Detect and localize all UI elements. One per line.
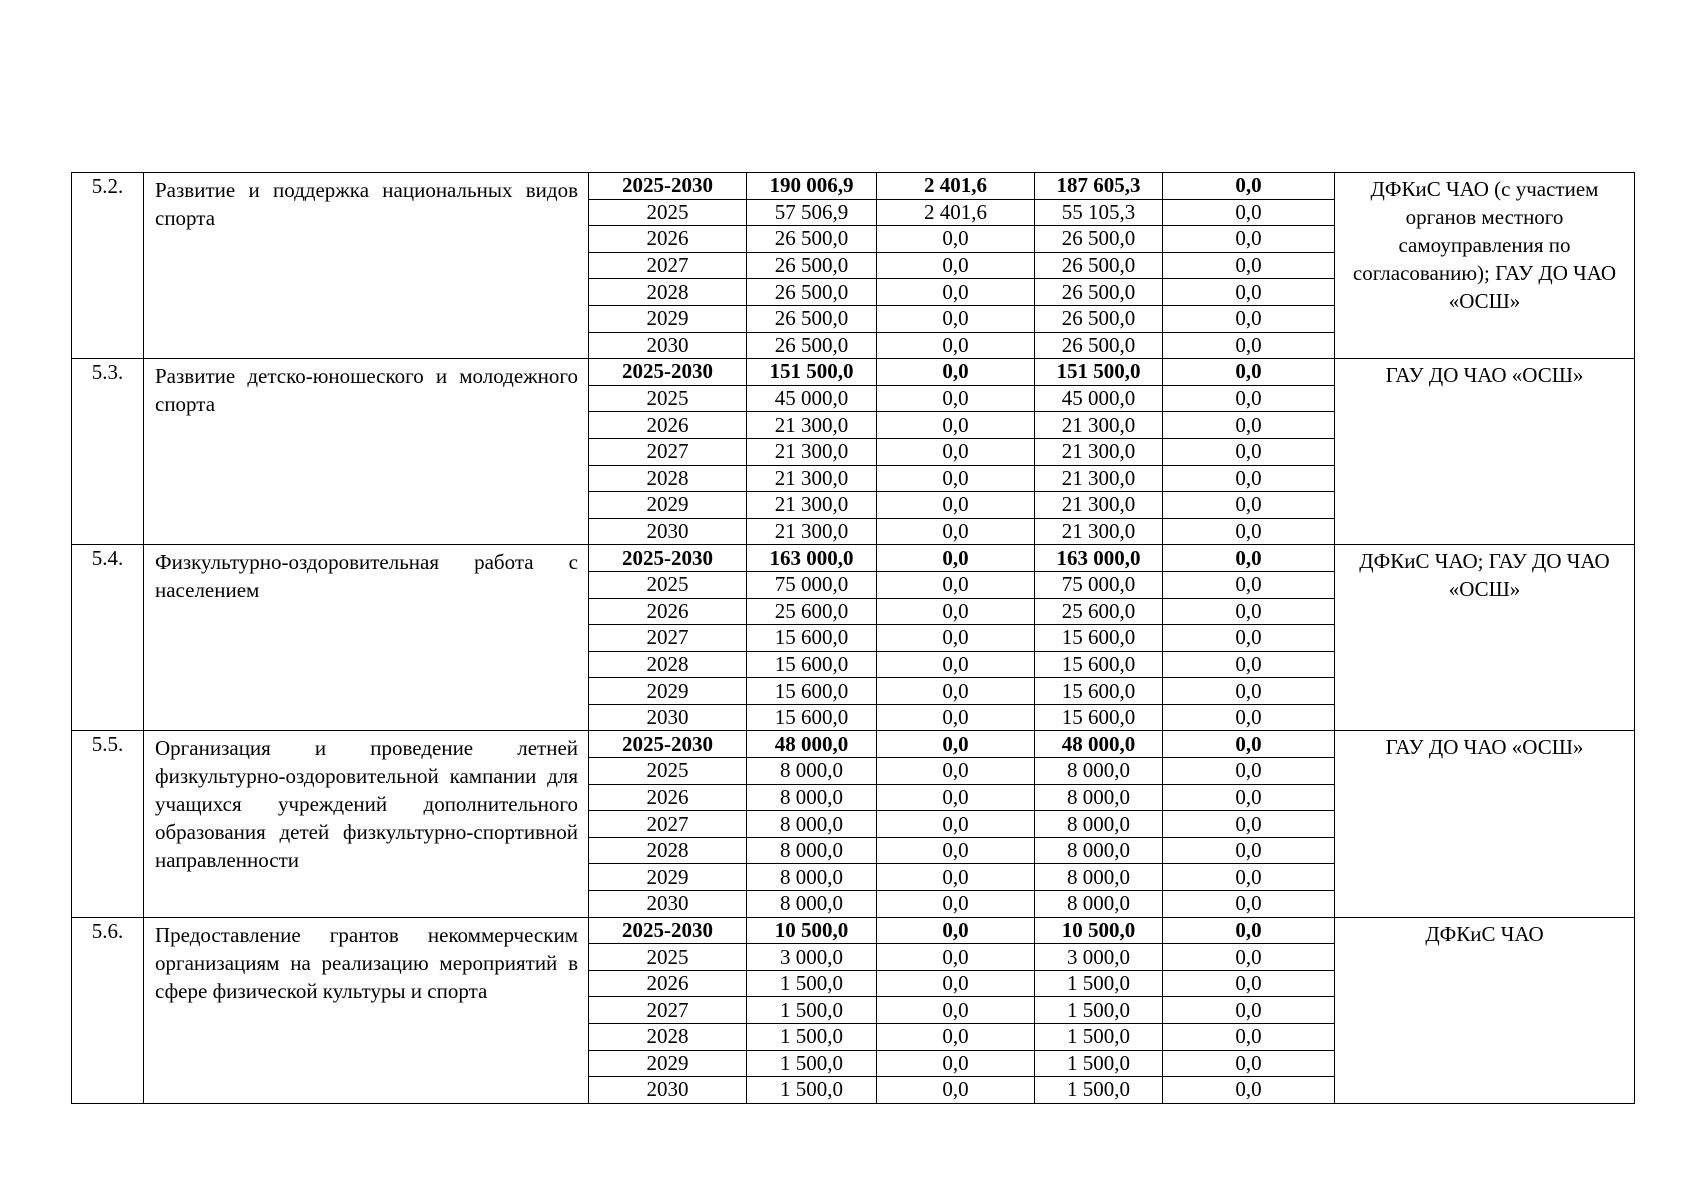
column-2-cell: 0,0 xyxy=(877,279,1035,306)
column-3-cell: 26 500,0 xyxy=(1035,226,1163,253)
column-4-cell: 0,0 xyxy=(1163,252,1335,279)
period-cell: 2026 xyxy=(589,784,747,811)
column-2-cell: 0,0 xyxy=(877,1024,1035,1051)
column-2-cell: 0,0 xyxy=(877,811,1035,838)
total-cell: 57 506,9 xyxy=(747,199,877,226)
column-2-cell: 0,0 xyxy=(877,571,1035,598)
column-4-cell: 0,0 xyxy=(1163,917,1335,944)
total-cell: 15 600,0 xyxy=(747,651,877,678)
column-2-cell: 0,0 xyxy=(877,412,1035,439)
period-cell: 2025-2030 xyxy=(589,173,747,200)
total-cell: 15 600,0 xyxy=(747,704,877,731)
column-4-cell: 0,0 xyxy=(1163,438,1335,465)
total-cell: 15 600,0 xyxy=(747,678,877,705)
column-3-cell: 45 000,0 xyxy=(1035,385,1163,412)
total-cell: 8 000,0 xyxy=(747,784,877,811)
table-row xyxy=(72,545,1635,572)
total-cell: 151 500,0 xyxy=(747,359,877,386)
total-cell: 1 500,0 xyxy=(747,970,877,997)
column-4-cell: 0,0 xyxy=(1163,385,1335,412)
period-cell: 2029 xyxy=(589,678,747,705)
period-cell: 2028 xyxy=(589,837,747,864)
period-cell: 2030 xyxy=(589,518,747,545)
total-cell: 21 300,0 xyxy=(747,412,877,439)
column-3-cell: 8 000,0 xyxy=(1035,891,1163,918)
column-3-cell: 15 600,0 xyxy=(1035,704,1163,731)
column-3-cell: 21 300,0 xyxy=(1035,412,1163,439)
column-3-cell: 21 300,0 xyxy=(1035,492,1163,519)
column-3-cell: 26 500,0 xyxy=(1035,305,1163,332)
column-2-cell: 0,0 xyxy=(877,891,1035,918)
column-3-cell: 8 000,0 xyxy=(1035,864,1163,891)
column-3-cell: 26 500,0 xyxy=(1035,332,1163,359)
total-cell: 8 000,0 xyxy=(747,811,877,838)
total-cell: 45 000,0 xyxy=(747,385,877,412)
column-3-cell: 15 600,0 xyxy=(1035,625,1163,652)
column-3-cell: 3 000,0 xyxy=(1035,944,1163,971)
column-4-cell: 0,0 xyxy=(1163,226,1335,253)
period-cell: 2030 xyxy=(589,332,747,359)
item-name: Предоставление грантов некоммерческим организациям на реализацию мероприятий в сфере физической культуры и спорта xyxy=(144,917,589,1103)
total-cell: 21 300,0 xyxy=(747,438,877,465)
item-name: Организация и проведение летней физкультурно-оздоровительной кампании для учащихся учреждений дополнительного образования детей физкультурно-спортивной направленности xyxy=(144,731,589,917)
period-cell: 2030 xyxy=(589,891,747,918)
total-cell: 26 500,0 xyxy=(747,252,877,279)
column-2-cell: 0,0 xyxy=(877,731,1035,758)
column-2-cell: 0,0 xyxy=(877,917,1035,944)
total-cell: 1 500,0 xyxy=(747,1077,877,1104)
column-2-cell: 0,0 xyxy=(877,704,1035,731)
total-cell: 75 000,0 xyxy=(747,571,877,598)
column-2-cell: 0,0 xyxy=(877,997,1035,1024)
column-4-cell: 0,0 xyxy=(1163,731,1335,758)
total-cell: 26 500,0 xyxy=(747,305,877,332)
period-cell: 2028 xyxy=(589,1024,747,1051)
column-3-cell: 1 500,0 xyxy=(1035,1024,1163,1051)
total-cell: 190 006,9 xyxy=(747,173,877,200)
period-cell: 2028 xyxy=(589,651,747,678)
column-4-cell: 0,0 xyxy=(1163,784,1335,811)
column-3-cell: 8 000,0 xyxy=(1035,784,1163,811)
column-2-cell: 0,0 xyxy=(877,545,1035,572)
column-2-cell: 0,0 xyxy=(877,625,1035,652)
column-3-cell: 21 300,0 xyxy=(1035,518,1163,545)
column-2-cell: 0,0 xyxy=(877,1050,1035,1077)
period-cell: 2025 xyxy=(589,758,747,785)
period-cell: 2030 xyxy=(589,704,747,731)
column-4-cell: 0,0 xyxy=(1163,1077,1335,1104)
responsible-executor: ДФКиС ЧАО; ГАУ ДО ЧАО «ОСШ» xyxy=(1335,545,1635,731)
column-4-cell: 0,0 xyxy=(1163,412,1335,439)
item-name: Развитие и поддержка национальных видов спорта xyxy=(144,173,589,359)
column-4-cell: 0,0 xyxy=(1163,1024,1335,1051)
total-cell: 163 000,0 xyxy=(747,545,877,572)
column-4-cell: 0,0 xyxy=(1163,651,1335,678)
column-2-cell: 0,0 xyxy=(877,332,1035,359)
total-cell: 10 500,0 xyxy=(747,917,877,944)
column-3-cell: 15 600,0 xyxy=(1035,678,1163,705)
column-3-cell: 55 105,3 xyxy=(1035,199,1163,226)
period-cell: 2026 xyxy=(589,598,747,625)
period-cell: 2026 xyxy=(589,970,747,997)
item-name: Физкультурно-оздоровительная работа с населением xyxy=(144,545,589,731)
total-cell: 26 500,0 xyxy=(747,226,877,253)
column-4-cell: 0,0 xyxy=(1163,811,1335,838)
column-3-cell: 8 000,0 xyxy=(1035,811,1163,838)
total-cell: 25 600,0 xyxy=(747,598,877,625)
column-2-cell: 0,0 xyxy=(877,944,1035,971)
column-3-cell: 1 500,0 xyxy=(1035,1077,1163,1104)
column-4-cell: 0,0 xyxy=(1163,173,1335,200)
period-cell: 2025 xyxy=(589,385,747,412)
column-4-cell: 0,0 xyxy=(1163,598,1335,625)
item-number: 5.6. xyxy=(72,917,144,1103)
column-2-cell: 0,0 xyxy=(877,837,1035,864)
column-4-cell: 0,0 xyxy=(1163,758,1335,785)
column-3-cell: 8 000,0 xyxy=(1035,758,1163,785)
item-number: 5.3. xyxy=(72,359,144,545)
total-cell: 48 000,0 xyxy=(747,731,877,758)
period-cell: 2025-2030 xyxy=(589,917,747,944)
column-4-cell: 0,0 xyxy=(1163,332,1335,359)
column-3-cell: 21 300,0 xyxy=(1035,465,1163,492)
column-3-cell: 21 300,0 xyxy=(1035,438,1163,465)
responsible-executor: ДФКиС ЧАО (с участием органов местного самоуправления по согласованию); ГАУ ДО ЧАО «ОСШ» xyxy=(1335,173,1635,359)
total-cell: 26 500,0 xyxy=(747,332,877,359)
item-name: Развитие детско-юношеского и молодежного спорта xyxy=(144,359,589,545)
total-cell: 15 600,0 xyxy=(747,625,877,652)
period-cell: 2025 xyxy=(589,944,747,971)
responsible-executor: ГАУ ДО ЧАО «ОСШ» xyxy=(1335,731,1635,917)
period-cell: 2026 xyxy=(589,412,747,439)
period-cell: 2025-2030 xyxy=(589,359,747,386)
period-cell: 2029 xyxy=(589,492,747,519)
column-4-cell: 0,0 xyxy=(1163,625,1335,652)
period-cell: 2027 xyxy=(589,625,747,652)
column-4-cell: 0,0 xyxy=(1163,545,1335,572)
column-2-cell: 0,0 xyxy=(877,758,1035,785)
column-4-cell: 0,0 xyxy=(1163,1050,1335,1077)
column-3-cell: 1 500,0 xyxy=(1035,970,1163,997)
column-4-cell: 0,0 xyxy=(1163,678,1335,705)
table-row xyxy=(72,917,1635,944)
total-cell: 21 300,0 xyxy=(747,492,877,519)
column-2-cell: 0,0 xyxy=(877,359,1035,386)
column-2-cell: 0,0 xyxy=(877,385,1035,412)
column-4-cell: 0,0 xyxy=(1163,997,1335,1024)
period-cell: 2030 xyxy=(589,1077,747,1104)
total-cell: 8 000,0 xyxy=(747,891,877,918)
column-3-cell: 1 500,0 xyxy=(1035,1050,1163,1077)
responsible-executor: ДФКиС ЧАО xyxy=(1335,917,1635,1103)
column-4-cell: 0,0 xyxy=(1163,359,1335,386)
column-4-cell: 0,0 xyxy=(1163,518,1335,545)
column-3-cell: 1 500,0 xyxy=(1035,997,1163,1024)
total-cell: 8 000,0 xyxy=(747,758,877,785)
column-2-cell: 0,0 xyxy=(877,970,1035,997)
period-cell: 2025-2030 xyxy=(589,731,747,758)
column-3-cell: 26 500,0 xyxy=(1035,252,1163,279)
table-row xyxy=(72,731,1635,758)
table-row xyxy=(72,359,1635,386)
period-cell: 2027 xyxy=(589,252,747,279)
column-2-cell: 0,0 xyxy=(877,438,1035,465)
column-4-cell: 0,0 xyxy=(1163,465,1335,492)
column-4-cell: 0,0 xyxy=(1163,571,1335,598)
period-cell: 2025 xyxy=(589,571,747,598)
period-cell: 2025-2030 xyxy=(589,545,747,572)
column-3-cell: 187 605,3 xyxy=(1035,173,1163,200)
column-4-cell: 0,0 xyxy=(1163,944,1335,971)
column-4-cell: 0,0 xyxy=(1163,864,1335,891)
total-cell: 1 500,0 xyxy=(747,997,877,1024)
column-4-cell: 0,0 xyxy=(1163,704,1335,731)
column-4-cell: 0,0 xyxy=(1163,279,1335,306)
period-cell: 2027 xyxy=(589,997,747,1024)
column-3-cell: 8 000,0 xyxy=(1035,837,1163,864)
total-cell: 1 500,0 xyxy=(747,1024,877,1051)
total-cell: 8 000,0 xyxy=(747,864,877,891)
total-cell: 1 500,0 xyxy=(747,1050,877,1077)
total-cell: 3 000,0 xyxy=(747,944,877,971)
column-2-cell: 0,0 xyxy=(877,465,1035,492)
column-2-cell: 0,0 xyxy=(877,492,1035,519)
period-cell: 2028 xyxy=(589,279,747,306)
column-2-cell: 0,0 xyxy=(877,518,1035,545)
column-2-cell: 2 401,6 xyxy=(877,173,1035,200)
column-3-cell: 10 500,0 xyxy=(1035,917,1163,944)
period-cell: 2026 xyxy=(589,226,747,253)
column-4-cell: 0,0 xyxy=(1163,970,1335,997)
column-3-cell: 75 000,0 xyxy=(1035,571,1163,598)
column-2-cell: 0,0 xyxy=(877,252,1035,279)
column-4-cell: 0,0 xyxy=(1163,305,1335,332)
column-3-cell: 15 600,0 xyxy=(1035,651,1163,678)
column-4-cell: 0,0 xyxy=(1163,837,1335,864)
total-cell: 26 500,0 xyxy=(747,279,877,306)
period-cell: 2029 xyxy=(589,864,747,891)
item-number: 5.5. xyxy=(72,731,144,917)
total-cell: 21 300,0 xyxy=(747,465,877,492)
column-2-cell: 0,0 xyxy=(877,1077,1035,1104)
table-row xyxy=(72,173,1635,200)
column-2-cell: 0,0 xyxy=(877,864,1035,891)
column-4-cell: 0,0 xyxy=(1163,891,1335,918)
period-cell: 2027 xyxy=(589,811,747,838)
column-4-cell: 0,0 xyxy=(1163,199,1335,226)
column-2-cell: 0,0 xyxy=(877,651,1035,678)
column-2-cell: 0,0 xyxy=(877,678,1035,705)
item-number: 5.2. xyxy=(72,173,144,359)
responsible-executor: ГАУ ДО ЧАО «ОСШ» xyxy=(1335,359,1635,545)
column-3-cell: 151 500,0 xyxy=(1035,359,1163,386)
column-3-cell: 48 000,0 xyxy=(1035,731,1163,758)
column-3-cell: 26 500,0 xyxy=(1035,279,1163,306)
column-2-cell: 0,0 xyxy=(877,226,1035,253)
funding-table xyxy=(71,172,1635,1104)
column-3-cell: 25 600,0 xyxy=(1035,598,1163,625)
column-2-cell: 0,0 xyxy=(877,784,1035,811)
column-2-cell: 0,0 xyxy=(877,305,1035,332)
column-2-cell: 2 401,6 xyxy=(877,199,1035,226)
column-4-cell: 0,0 xyxy=(1163,492,1335,519)
period-cell: 2029 xyxy=(589,305,747,332)
total-cell: 21 300,0 xyxy=(747,518,877,545)
period-cell: 2029 xyxy=(589,1050,747,1077)
column-2-cell: 0,0 xyxy=(877,598,1035,625)
period-cell: 2025 xyxy=(589,199,747,226)
total-cell: 8 000,0 xyxy=(747,837,877,864)
item-number: 5.4. xyxy=(72,545,144,731)
period-cell: 2027 xyxy=(589,438,747,465)
column-3-cell: 163 000,0 xyxy=(1035,545,1163,572)
period-cell: 2028 xyxy=(589,465,747,492)
